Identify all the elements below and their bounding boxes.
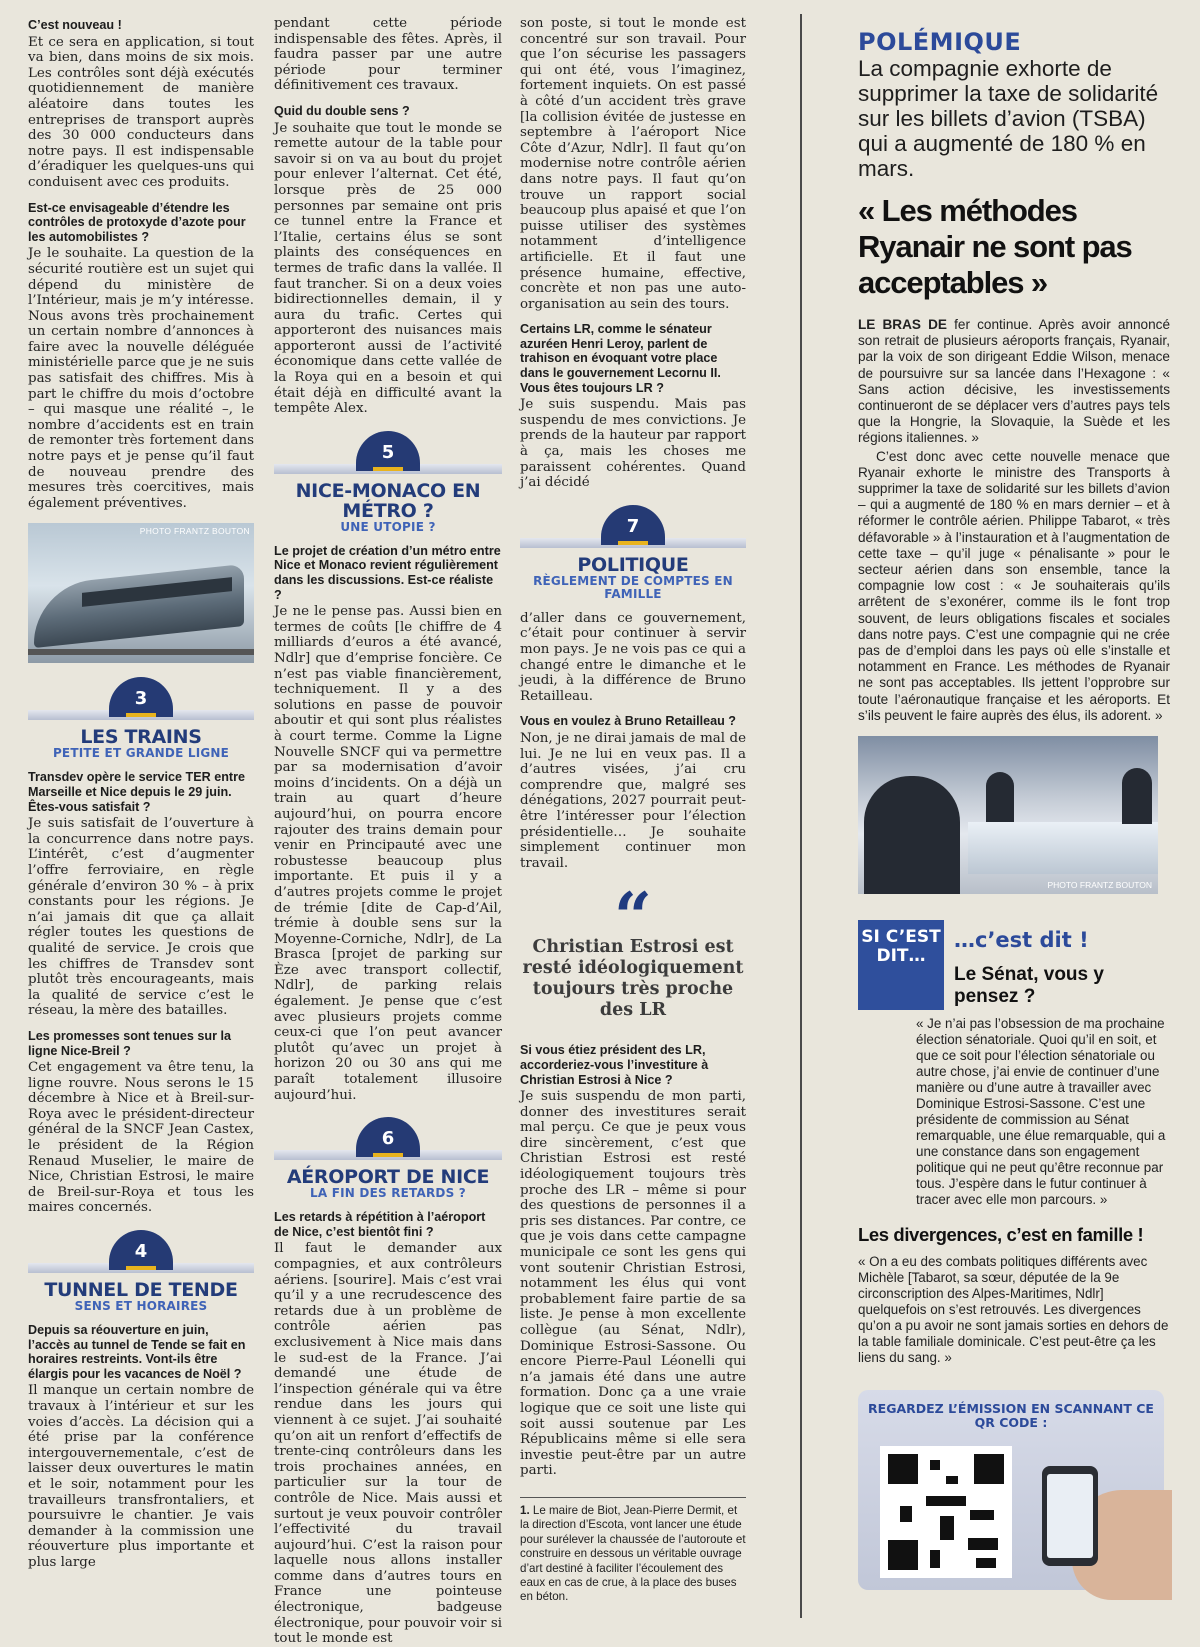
question: Vous en voulez à Bruno Retailleau ?: [520, 714, 736, 729]
section-badge-3: [28, 677, 254, 760]
badge-title: AÉROPORT DE NICE: [286, 1166, 490, 1189]
footnote: [520, 1497, 746, 1605]
badge-accent: [618, 541, 648, 545]
question: C’est nouveau !: [28, 18, 122, 32]
question: Transdev opère le service TER entre Marseille et Nice depuis le 29 juin. Êtes-vous satisfait ?: [28, 770, 245, 814]
badge-accent: [373, 1153, 403, 1157]
badge-accent: [373, 467, 403, 471]
badge-accent: [126, 713, 156, 717]
answer: Je souhaite que tout le monde se remette autour de la table pour savoir si on va au bout du projet pour enlever l’alternat. Cet été, lorsque près de 25 000 personnes par semaine ont pris ce tunnel entre la France et l’Italie, certains élus se sont plaints des conséquences en termes de trafic dans la vallée. Il faut trancher. Si on a deux voies bidirectionnelles demain, il y aura du trafic. Certes qui apporteront des nuisances mais apporteront aussi de l’activité économique dans cette vallée de la Roya qui en a besoin et qui était déjà en difficulté avant la tempête Alex.: [274, 120, 502, 417]
question: Les retards à répétition à l’aéroport de Nice, c’est bientôt fini ?: [274, 1210, 486, 1239]
column-3: [520, 16, 746, 1616]
si-cest-dit-question: Le Sénat, vous y pensez ?: [954, 964, 1104, 1008]
badge-number: 7: [601, 505, 665, 545]
question: Est-ce envisageable d’étendre les contrôles de protoxyde d’azote pour les automobilistes ?: [28, 200, 246, 244]
qr-promo-title: REGARDEZ L’ÉMISSION EN SCANNANT CE QR CODE :: [868, 1401, 1154, 1431]
lead-in: LE BRAS DE: [858, 317, 947, 332]
answer: Je suis satisfait de l’ouverture à la concurrence dans notre pays. L’intérêt, c’est d’augmenter l’offre ferroviaire, en règle générale d’environ 30 % – à prix constants pour les régions. Je n’ai jamais dit que ça allait régler toutes les questions de qualité de service. Je crois que les chiffres de Transdev sont plutôt très encourageants, mais la qualité de service c’est le réseau, la mère des batailles.: [28, 816, 254, 1019]
si-cest-dit-label: SI C’EST DIT…: [858, 920, 944, 1010]
question: Quid du double sens ?: [274, 103, 410, 118]
badge-title: LES TRAINS: [80, 726, 202, 749]
question: Le projet de création d’un métro entre Nice et Monaco revient régulièrement dans les discussions. Est-ce réaliste ?: [274, 543, 501, 602]
badge-number: 6: [356, 1117, 420, 1157]
article-paragraph: C’est donc avec cette nouvelle menace que Ryanair exhorte le ministre des Transports à supprimer la taxe de solidarité sur les billets d’avion – qui a augmenté de 180 % en mars dernier – et à réformer le contrôle aérien. Philippe Tabarot, « très défavorable » à l’instauration et à l’augmentation de cette taxe – qu’il juge « pénalisante » pour le secteur aérien dans son ensemble, tance la compagnie low cost : « Je souhaiterais qu’ils arrêtent de s’exonérer, comme ils le font trop souvent, de leurs obligations fiscales et sociales dans notre pays. C’est une compagnie qui ne crée pas de d’emploi dans les pays où elle s’installe et notamment en France. Les méthodes de Ryanair ne sont pas acceptables. Ils jettent l’opprobre sur toute l’aéronautique française et les aéroports. Et s’ils peuvent le faire auprès des élus, ils adorent. »: [858, 448, 1170, 723]
quote-paragraph: « Je n’ai pas l’obsession de ma prochaine élection sénatoriale. Quoi qu’il en soit, et que ce soit pour l’élection sénatoriale ou autre chose, j’ai envie de continuer d’une manière ou d’une autre à travailler avec Dominique Estrosi-Sassone. C’est une présidente de commission au Sénat remarquable, une élue remarquable, qui a une constance dans son engagement politique qui ne peut qu’être reconnue par tous. J’espère dans le futur continuer à tracer avec elle mon parcours. »: [916, 1016, 1166, 1208]
train-illustration: [34, 564, 244, 648]
qr-promo: [858, 1390, 1164, 1590]
photo-credit: PHOTO FRANTZ BOUTON: [1047, 880, 1152, 891]
answer: Je ne le pense pas. Aussi bien en termes de coûts [le chiffre de 4 milliards d’euros a été avancé, Ndlr] que d’emprise foncière. Ce n’est pas viable financièrement, techniquement. Il y a des solutions en passe de pouvoir aboutir et qui sont plus réalistes à court terme. Comme la Ligne Nouvelle SNCF qui va permettre par sa modernisation d’avoir moins d’incidents. On a déjà un train au quart d’heure aujourd’hui, on pourra encore rajouter des trains demain pour venir en Principauté avec une robustesse beaucoup plus importante. Et puis il y a d’autres projets comme le projet de trémie [dite de Cap-d’Ail, trémie à double sens sur la Moyenne-Corniche, Ndlr], de La Brasca [projet de parking sur Èze avec transport collectif, Ndlr], de parking relais également. Je pense que c’est avec plusieurs projets comme ceux-ci que l’on peut avancer plutôt qu’avec un projet à horizon 20 ou 30 ans qui me paraît totalement illusoire aujourd’hui.: [274, 604, 502, 1103]
badge-number: 5: [356, 431, 420, 471]
rail: [28, 649, 254, 655]
person-figure: [1122, 768, 1152, 824]
pull-quote: [520, 878, 746, 1021]
answer: Il faut le demander aux compagnies, et aux contrôleurs aériens. [sourire]. Mais c’est vrai qu’il y a une recrudescence des retards due à un problème de contrôle aérien pas exclusivement à Nice mais dans le sud-est de la France. J’ai demandé une étude de l’inspection générale qui va être rendue dans les jours qui viennent à ce sujet. J’ai souhaité qu’on ait un renfort d’effectifs de trente-cinq contrôleurs dans les trois prochaines années, en particulier sur la tour de contrôle de Nice. Mais aussi et surtout je veux pouvoir contrôler l’effectivité du travail aujourd’hui. C’est la raison pour laquelle nous allons installer comme dans d’autres tours en France une pointeuse électronique, badgeuse électronique, pour pouvoir voir si tout le monde est: [274, 1241, 502, 1647]
footnote-text: Le maire de Biot, Jean-Pierre Dermit, et la direction d’Escota, vont lancer une étude pour surélever la chaussée de l’autoroute et construire en dessous un véritable ouvrage d’art destiné à faciliter l’écoulement des eaux en cas de crue, à la place des buses en béton.: [520, 1503, 746, 1604]
train-photo: [28, 523, 254, 663]
answer: pendant cette période indispensable des fêtes. Après, il faudra passer par une autre période pour terminer définitivement ces travaux.: [274, 16, 502, 94]
answer: Je suis suspendu. Mais pas suspendu de mes convictions. Je prends de la hauteur par rapport à ça, mais les choses me paraissent cohérentes. Quand j’ai décidé: [520, 397, 746, 491]
person-figure: [864, 776, 960, 894]
section-badge-4: [28, 1230, 254, 1313]
badge-accent: [126, 1266, 156, 1270]
studio-photo: [858, 736, 1158, 894]
section-badge-7: [520, 505, 746, 601]
paragraph-text: fer continue. Après avoir annoncé son retrait de plusieurs aéroports français, Ryanair, par la voix de son dirigeant Eddie Wilson, menace de poursuivre sur sa lancée dans l’Hexagone : « Sans action décisive, les investissements continueront de se déplacer vers d’autres pays tels que la Hongrie, la Slovaquie, la Suède et les régions italiennes. »: [858, 317, 1170, 446]
subheading: Les divergences, c’est en famille !: [858, 1224, 1144, 1246]
question: Les promesses sont tenues sur la ligne Nice-Breil ?: [28, 1028, 231, 1058]
question: Depuis sa réouverture en juin, l’accès au tunnel de Tende se fait en horaires restreints. Vont-ils être élargis pour les vacances de Noël ?: [28, 1323, 246, 1381]
column-divider: [800, 14, 802, 1618]
question: Certains LR, comme le sénateur azuréen Henri Leroy, parlent de trahison en évoquant votre place dans le gouvernement Lecornu II. Vous êtes toujours LR ?: [520, 322, 721, 395]
answer: Je le souhaite. La question de la sécurité routière est un sujet qui dépend du ministère de l’Intérieur, mais je m’y intéresse. Nous avons très prochainement un certain nombre d’annonces à faire avec la nouvelle déléguée ministérielle parce que je ne suis pas satisfait des chiffres. Mis à part le chiffre du mois d’octobre – qui masque une réalité –, le nombre d’accidents est en train de remonter très fortement dans notre pays et je pense qu’il faut de nouveau prendre des mesures très coercitives, mais également préventives.: [28, 246, 254, 511]
badge-subtitle: LA FIN DES RETARDS ?: [310, 1186, 466, 1201]
si-cest-dit-box: [858, 920, 1170, 1016]
qr-code-icon[interactable]: [880, 1446, 1012, 1578]
deck: La compagnie exhorte de supprimer la taxe de solidarité sur les billets d’avion (TSBA) qui a augmenté de 180 % en mars.: [858, 56, 1159, 181]
badge-title: POLITIQUE: [577, 553, 689, 576]
column-2: [274, 16, 502, 1647]
badge-number: 4: [109, 1230, 173, 1270]
answer: Cet engagement va être tenu, la ligne rouvre. Nous serons le 15 décembre à Nice et à Breil-sur-Roya avec le président-directeur général de la SNCF Jean Castex, le président de la Région Renaud Muselier, le maire de Nice, Christian Estrosi, le maire de Breil-sur-Roya et tous les maires concernés.: [28, 1060, 254, 1216]
badge-number: 3: [109, 677, 173, 717]
badge-subtitle: PETITE ET GRANDE LIGNE: [52, 746, 230, 761]
studio-desk: [968, 822, 1158, 874]
kicker: POLÉMIQUE: [858, 28, 1022, 56]
article-paragraph: [858, 317, 1170, 447]
answer: son poste, si tout le monde est concentré sur son travail. Pour que l’on sécurise les passagers qui ont été, vous l’imaginez, fortement inquiets. On est passé à côté d’un accident très grave [la collision évitée de justesse en septembre à l’aéroport Nice Côte d’Azur, Ndlr]. Il faut qu’on modernise notre contrôle aérien dans notre pays. Il faut qu’on trouve un rapport social beaucoup plus apaisé et que l’on puisse utiliser des systèmes notamment d’intelligence artificielle. Et il faut une présence humaine, effective, concrète et non pas une auto-organisation au sein des tours.: [520, 16, 746, 312]
phone-icon: [1042, 1466, 1098, 1566]
headline: « Les méthodes Ryanair ne sont pas acceptables »: [858, 193, 1132, 300]
column-4-ryanair: [858, 16, 1170, 1616]
answer: Non, je ne dirai jamais de mal de lui. Je ne lui en veux pas. Il a d’autres visées, j’ai cru comprendre que, malgré ses dénégations, 2027 pourrait peut-être l’intéresser pour l’élection présidentielle… Je souhaite simplement continuer mon travail.: [520, 730, 746, 871]
badge-title: TUNNEL DE TENDE: [44, 1279, 238, 1302]
quote-paragraph: « On a eu des combats politiques différents avec Michèle [Tabarot, sa sœur, députée de la 9e circonscription des Alpes-Maritimes, Ndlr] quelquefois on s’est retrouvés. Les divergences qu’on a pu avoir ne sont jamais sorties en dehors de la table familiale dominicale. C’est peut-être ça les liens du sang. »: [858, 1254, 1169, 1366]
si-cest-dit-title: …c’est dit !: [954, 928, 1089, 953]
answer: d’aller dans ce gouvernement, c’était pour continuer à servir mon pays. Je ne vois pas ce qui a changé entre le dimanche et le jeudi, à la différence de Bruno Retailleau.: [520, 610, 746, 704]
column-1: [28, 16, 254, 1616]
answer: Je suis suspendu de mon parti, donner des investitures serait mal perçu. Ce que je peux vous dire sincèrement, c’est que Christian Estrosi est resté idéologiquement toujours très proche des LR – même si pour des questions de personnes il a pris ses distances. Par contre, ce que je vois dans cette campagne municipale ce sont les gens qui vont soutenir Christian Estrosi, notamment les élus qui vont probablement faire partie de sa liste. Je pense à mon excellente collègue (au Sénat, Ndlr), Dominique Estrosi-Sassone. Ou encore Pierre-Paul Léonelli qui n’a jamais été dans une autre formation. Donc ça a une vraie logique que ce soit une liste qui soit aussi soutenue par Les Républicains même si elle sera investie peut-être par un autre parti.: [520, 1089, 746, 1479]
section-badge-6: [274, 1117, 502, 1200]
answer: Il manque un certain nombre de travaux à l’intérieur et sur les voies d’accès. La décision qui a été prise par la conférence intergouvernementale, c’est de laisser deux ouvertures le matin et le soir, notamment pour les travailleurs transfrontaliers, et poursuivre le chantier. Je vais demander à la commission une réouverture plus importante et plus large: [28, 1383, 254, 1570]
answer: Et ce sera en application, si tout va bien, dans moins de six mois. Les contrôles sont déjà exécutés quotidiennement de manière aléatoire dans toutes les entreprises de transport auprès des 30 000 conducteurs dans notre pays. Il est indispensable d’éradiquer les quelques-uns qui conduisent avec ces produits.: [28, 34, 254, 190]
pull-quote-text: Christian Estrosi est resté idéologiquement toujours très proche des LR: [522, 937, 744, 1021]
badge-subtitle: RÈGLEMENT DE COMPTES EN FAMILLE: [533, 573, 733, 601]
badge-title: NICE-MONACO EN MÉTRO ?: [295, 479, 481, 522]
person-figure: [986, 772, 1014, 822]
footnote-number: 1.: [520, 1503, 530, 1517]
question: Si vous étiez président des LR, accorderiez-vous l’investiture à Christian Estrosi à Nice ?: [520, 1043, 709, 1087]
badge-subtitle: UNE UTOPIE ?: [340, 519, 436, 534]
quote-mark-icon: “: [614, 878, 652, 957]
photo-credit: PHOTO FRANTZ BOUTON: [139, 526, 250, 537]
badge-subtitle: SENS ET HORAIRES: [74, 1299, 208, 1314]
section-badge-5: [274, 431, 502, 534]
